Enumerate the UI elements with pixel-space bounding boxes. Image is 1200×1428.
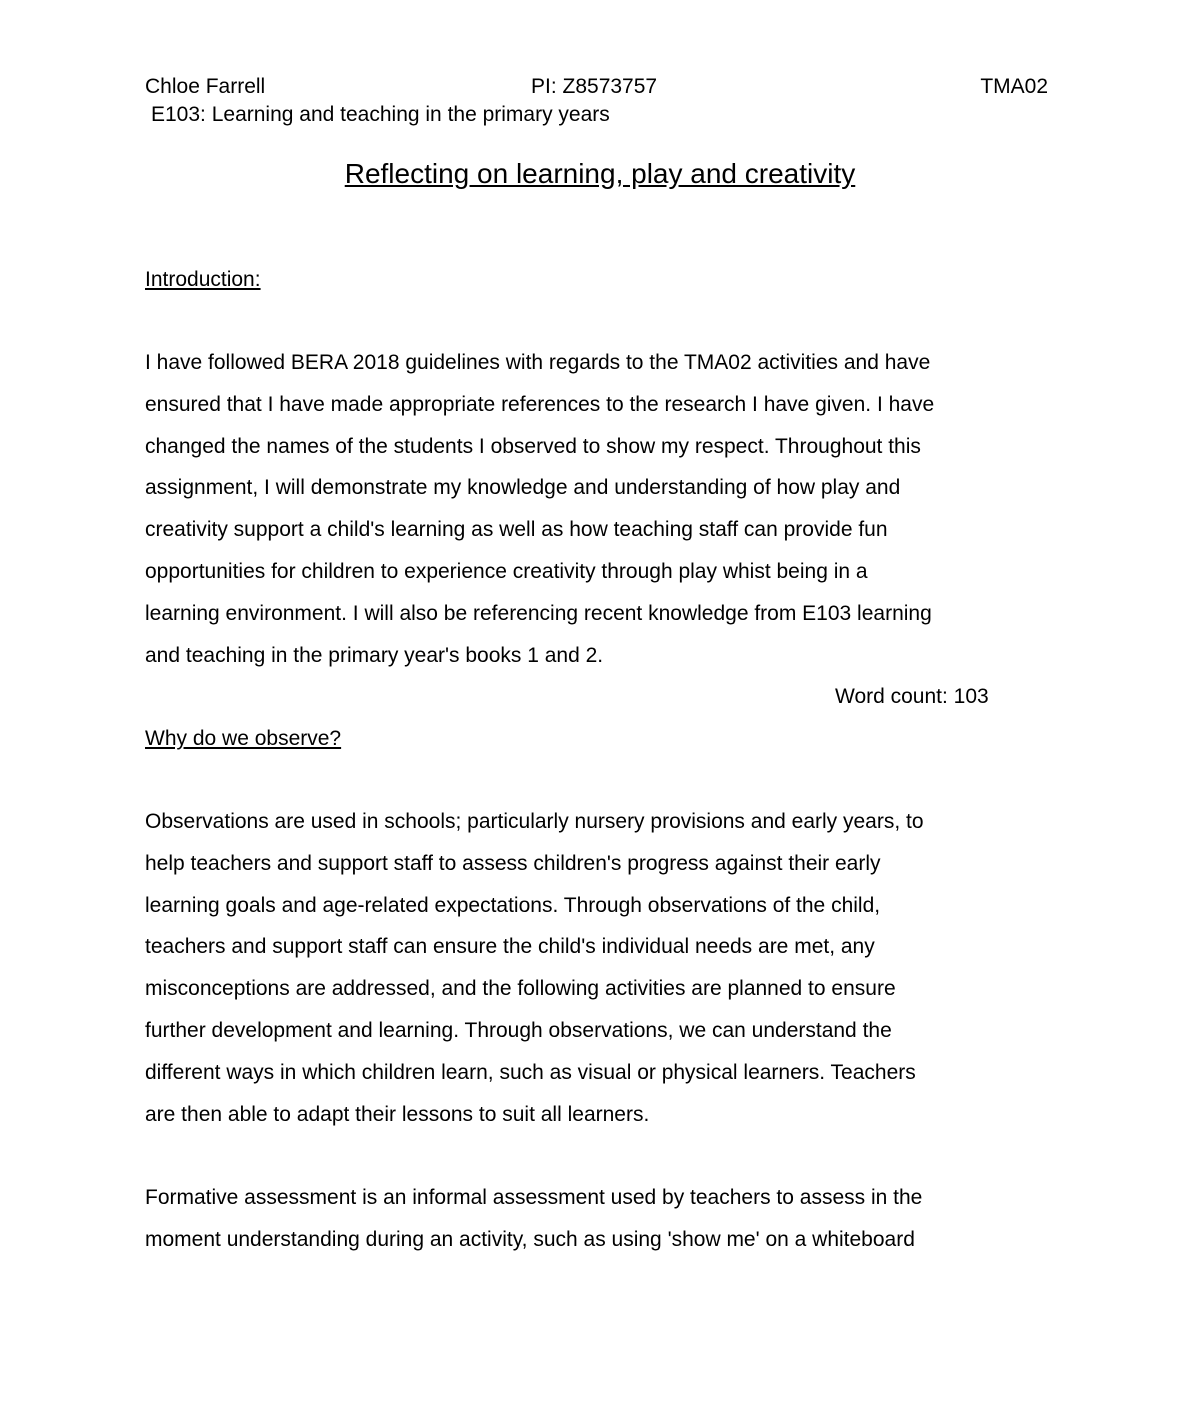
formative-assessment-paragraph [145, 1177, 1060, 1261]
why-observe-paragraph [145, 801, 1060, 1135]
paragraph-line: different ways in which children learn, such as visual or physical learners. Teachers [145, 1060, 916, 1084]
paragraph-line: opportunities for children to experience creativity through play whist being in a [145, 559, 868, 583]
introduction-paragraph [145, 342, 1060, 676]
paragraph-line: I have followed BERA 2018 guidelines with regards to the TMA02 activities and have [145, 351, 931, 374]
page-header [145, 73, 1048, 101]
paragraph-line: teachers and support staff can ensure the child's individual needs are met, any [145, 935, 875, 959]
paragraph-line: misconceptions are addressed, and the following activities are planned to ensure [145, 977, 896, 1001]
introduction-heading: Introduction: [145, 268, 261, 291]
paragraph-line: help teachers and support staff to assess children's progress against their early [145, 851, 881, 875]
paragraph-line: are then able to adapt their lessons to suit all learners. [145, 1102, 650, 1126]
assignment-code: TMA02 [980, 75, 1048, 98]
paragraph-line: ensured that I have made appropriate references to the research I have given. I have [145, 392, 935, 416]
module-title: E103: Learning and teaching in the primary years [151, 103, 610, 126]
personal-identifier: PI: Z8573757 [531, 75, 658, 98]
paragraph-line: changed the names of the students I observed to show my respect. Throughout this [145, 434, 921, 458]
paragraph-line: assignment, I will demonstrate my knowledge and understanding of how play and [145, 476, 901, 500]
word-count: Word count: 103 [835, 685, 989, 708]
paragraph-line: Observations are used in schools; particularly nursery provisions and early years, to [145, 810, 924, 833]
paragraph-line: creativity support a child's learning as well as how teaching staff can provide fun [145, 518, 888, 542]
author-name: Chloe Farrell [145, 75, 266, 98]
paragraph-line: learning goals and age-related expectations. Through observations of the child, [145, 893, 881, 917]
paragraph-line: Formative assessment is an informal assessment used by teachers to assess in the [145, 1186, 923, 1209]
paragraph-line: moment understanding during an activity, such as using 'show me' on a whiteboard [145, 1227, 915, 1251]
why-observe-heading: Why do we observe? [145, 727, 342, 750]
paragraph-line: learning environment. I will also be referencing recent knowledge from E103 learning [145, 601, 932, 625]
paragraph-line: further development and learning. Through observations, we can understand the [145, 1018, 892, 1042]
paragraph-line: and teaching in the primary year's books 1 and 2. [145, 643, 604, 667]
document-title: Reflecting on learning, play and creativity [344, 158, 856, 189]
